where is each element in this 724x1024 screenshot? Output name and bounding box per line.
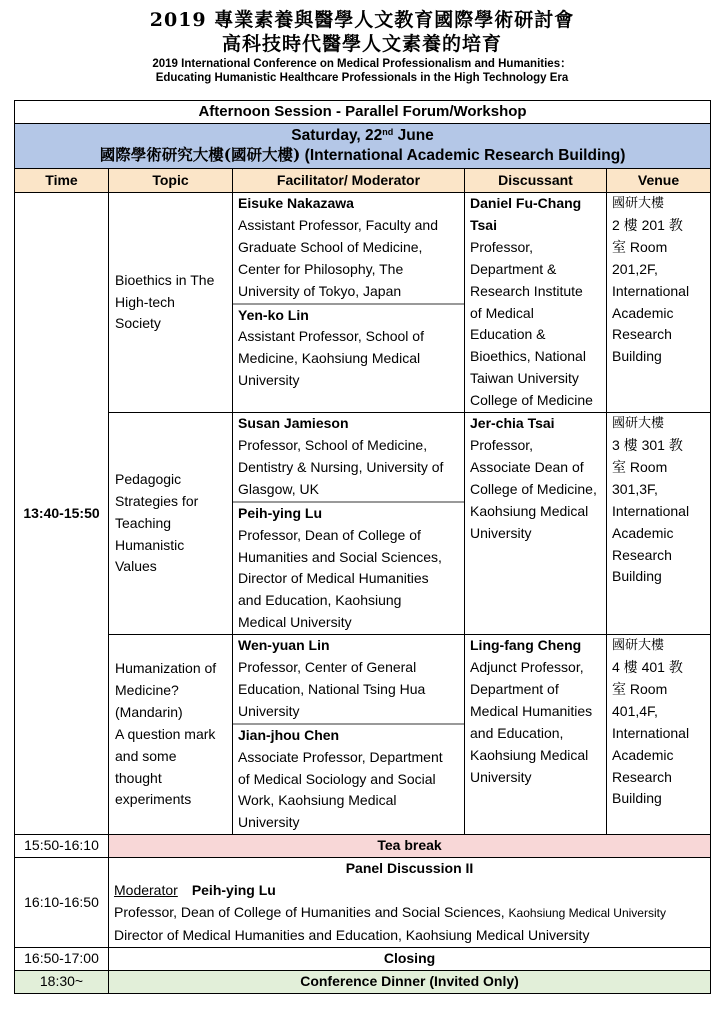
- discussant-desc-line: Professor,: [470, 436, 534, 453]
- forum-facilitators: [233, 413, 465, 635]
- conference-title-zh: 2019 專業素養與醫學人文教育國際學術研討會: [149, 9, 575, 31]
- facilitator-desc-line: Graduate School of Medicine,: [238, 238, 423, 255]
- facilitator-desc-line: Education, National Tsing Hua: [238, 680, 426, 697]
- session-title-row: [15, 101, 711, 124]
- forum-row: [15, 635, 711, 835]
- facilitator-desc-line: Professor, Dean of College of: [238, 526, 421, 543]
- dinner-row: [15, 970, 711, 993]
- venue-line: 國研大樓: [612, 196, 665, 211]
- facilitator-desc-line: Professor, Center of General: [238, 659, 417, 676]
- discussant-name-line: Jer-chia Tsai: [470, 415, 555, 432]
- facilitator-desc-line: Center for Philosophy, The: [238, 260, 404, 277]
- topic-line: (Mandarin): [115, 703, 183, 720]
- discussant-desc-line: Department &: [470, 260, 557, 277]
- venue-line: 201,2F,: [612, 260, 658, 277]
- topic-line: thought: [115, 769, 162, 786]
- forum-time: 13:40-15:50: [15, 193, 109, 835]
- tea-break-row: [15, 835, 711, 858]
- session-date-sup: nd: [382, 127, 394, 137]
- facilitator-desc-line: Assistant Professor, School of: [238, 328, 424, 345]
- discussant-desc-line: Education &: [470, 326, 546, 343]
- facilitator-desc-line: Work, Kaohsiung Medical: [238, 792, 397, 809]
- forum-venue: [607, 193, 711, 413]
- panel-desc-line: Director of Medical Humanities and Education, Kaohsiung Medical University: [114, 926, 590, 943]
- forum-facilitators: [233, 193, 465, 413]
- topic-line: Teaching: [115, 514, 172, 531]
- topic-line: Humanistic: [115, 536, 185, 553]
- panel-cell: [109, 858, 711, 948]
- discussant-desc-line: Bioethics, National: [470, 348, 586, 365]
- facilitator-name: Eisuke Nakazawa: [238, 195, 354, 211]
- venue-line: 4 樓 401 教: [612, 659, 683, 676]
- venue-line: Research: [612, 768, 672, 785]
- facilitator-desc-line: University: [238, 814, 300, 831]
- discussant-desc-line: Kaohsiung Medical: [470, 746, 589, 763]
- session-date-suffix: June: [393, 127, 434, 144]
- closing-row: [15, 947, 711, 970]
- forum-discussant: [465, 635, 607, 835]
- dinner-time: 18:30~: [15, 970, 109, 993]
- moderator-name: Peih-ying Lu: [191, 882, 276, 899]
- venue-line: International: [612, 502, 690, 519]
- discussant-desc-line: Department of: [470, 680, 559, 697]
- discussant-desc-line: and Education,: [470, 724, 564, 741]
- facilitator-name: Wen-yuan Lin: [238, 637, 330, 654]
- venue-line: Building: [612, 348, 662, 365]
- venue-line: 國研大樓: [612, 416, 665, 432]
- facilitator-desc-line: University: [238, 372, 300, 389]
- column-header-row: [15, 169, 711, 193]
- panel-title: Panel Discussion II: [345, 860, 474, 877]
- forum-row: [15, 193, 711, 413]
- forum-discussant: [465, 193, 607, 413]
- discussant-desc-line: Associate Dean of: [470, 458, 584, 475]
- facilitator-desc-line: Medicine, Kaohsiung Medical: [238, 350, 421, 367]
- column-header-time: Time: [15, 169, 109, 193]
- facilitator-desc-line: Medical University: [238, 614, 352, 631]
- topic-line: Humanization of: [115, 660, 217, 677]
- session-date-prefix: Saturday, 22: [291, 127, 383, 144]
- forum-venue: [607, 635, 711, 835]
- topic-line: Values: [115, 558, 157, 575]
- discussant-desc-line: Adjunct Professor,: [470, 659, 584, 676]
- panel-desc-line: [114, 902, 705, 925]
- venue-line: Research: [612, 546, 672, 563]
- topic-line: Society: [115, 315, 161, 332]
- venue-line: 3 樓 301 教: [612, 436, 683, 453]
- forum-topic: [109, 413, 233, 635]
- forum-topic: [109, 635, 233, 835]
- facilitator-desc-line: Associate Professor, Department: [238, 748, 443, 765]
- topic-line: Medicine?: [115, 681, 179, 698]
- discussant-name-line: Daniel Fu-Chang: [470, 195, 582, 211]
- facilitator-desc-line: Assistant Professor, Faculty and: [238, 216, 438, 233]
- conference-subtitle-zh: 高科技時代醫學人文素養的培育: [221, 33, 502, 55]
- forum-facilitators: [233, 635, 465, 835]
- moderator-label: Moderator: [114, 882, 178, 899]
- session-date-cell: [15, 124, 711, 169]
- topic-line: experiments: [115, 791, 192, 808]
- discussant-desc-line: of Medical: [470, 304, 534, 321]
- column-header-topic: Topic: [109, 169, 233, 193]
- discussant-desc-line: Medical Humanities: [470, 702, 593, 719]
- venue-line: 國研大樓: [612, 638, 665, 654]
- closing-label: Closing: [109, 947, 711, 970]
- closing-time: 16:50-17:00: [15, 947, 109, 970]
- column-header-facilitator: Facilitator/ Moderator: [233, 169, 465, 193]
- session-date-row: [15, 124, 711, 169]
- venue-line: 室 Room: [612, 458, 668, 475]
- topic-line: Bioethics in The: [115, 271, 215, 288]
- forum-discussant: [465, 413, 607, 635]
- panel-desc-affiliation: Kaohsiung Medical University: [508, 906, 666, 920]
- venue-line: 室 Room: [612, 238, 668, 255]
- forum-venue: [607, 413, 711, 635]
- session-title: Afternoon Session - Parallel Forum/Workshop: [15, 101, 711, 124]
- conference-title-en-line2: Educating Humanistic Healthcare Professionals in the High Technology Era: [155, 72, 569, 84]
- venue-line: 301,3F,: [612, 480, 658, 497]
- facilitator-desc-line: University: [238, 702, 300, 719]
- tea-break-label: Tea break: [109, 835, 711, 858]
- discussant-desc-line: College of Medicine,: [470, 480, 597, 497]
- topic-line: Strategies for: [115, 492, 199, 509]
- forum-row: [15, 413, 711, 635]
- facilitator-desc-line: Professor, School of Medicine,: [238, 436, 428, 453]
- discussant-desc-line: Professor,: [470, 238, 534, 255]
- venue-line: Academic: [612, 304, 674, 321]
- topic-line: and some: [115, 747, 177, 764]
- facilitator-desc-line: of Medical Sociology and Social: [238, 770, 436, 787]
- discussant-desc-line: College of Medicine: [470, 392, 593, 409]
- discussant-name-line: Tsai: [470, 216, 497, 233]
- facilitator-name: Susan Jamieson: [238, 415, 349, 432]
- facilitator-desc-line: University of Tokyo, Japan: [238, 282, 402, 299]
- panel-row: [15, 858, 711, 948]
- panel-moderator-line: [114, 880, 705, 902]
- column-header-discussant: Discussant: [465, 169, 607, 193]
- dinner-label: Conference Dinner (Invited Only): [109, 970, 711, 993]
- facilitator-name: Peih-ying Lu: [238, 504, 322, 521]
- facilitator-desc-line: and Education, Kaohsiung: [238, 592, 402, 609]
- schedule-table: [14, 100, 711, 994]
- discussant-desc-line: Taiwan University: [470, 370, 579, 387]
- discussant-desc-line: University: [470, 768, 532, 785]
- topic-line: Pedagogic: [115, 470, 182, 487]
- discussant-desc-line: University: [470, 524, 532, 541]
- facilitator-desc-line: Dentistry & Nursing, University of: [238, 458, 444, 475]
- facilitator-name: Yen-ko Lin: [238, 306, 309, 323]
- discussant-name-line: Ling-fang Cheng: [470, 637, 582, 654]
- conference-header: [0, 8, 724, 85]
- conference-title-en-line1: 2019 International Conference on Medical Professionalism and Humanities：: [152, 58, 572, 70]
- tea-break-time: 15:50-16:10: [15, 835, 109, 858]
- topic-line: High-tech: [115, 293, 175, 310]
- facilitator-desc-line: Humanities and Social Sciences,: [238, 548, 442, 565]
- facilitator-desc-line: Director of Medical Humanities: [238, 570, 429, 587]
- session-building-en: (International Academic Research Building): [300, 147, 626, 164]
- venue-line: Building: [612, 568, 662, 585]
- venue-line: 2 樓 201 教: [612, 216, 683, 233]
- facilitator-desc-line: Glasgow, UK: [238, 480, 319, 497]
- topic-line: A question mark: [115, 725, 216, 742]
- venue-line: Academic: [612, 746, 674, 763]
- session-building-zh: 國際學術研究大樓(國研大樓): [99, 145, 301, 164]
- facilitator-name: Jian-jhou Chen: [238, 726, 340, 743]
- venue-line: Building: [612, 790, 662, 807]
- venue-line: International: [612, 282, 690, 299]
- discussant-desc-line: Research Institute: [470, 282, 583, 299]
- forum-topic: [109, 193, 233, 413]
- venue-line: International: [612, 724, 690, 741]
- venue-line: Academic: [612, 524, 674, 541]
- discussant-desc-line: Kaohsiung Medical: [470, 502, 589, 519]
- venue-line: 室 Room: [612, 680, 668, 697]
- venue-line: 401,4F,: [612, 702, 658, 719]
- venue-line: Research: [612, 326, 672, 343]
- panel-time: 16:10-16:50: [15, 858, 109, 948]
- column-header-venue: Venue: [607, 169, 711, 193]
- panel-desc-text: Professor, Dean of College of Humanities and Social Sciences,: [114, 904, 509, 920]
